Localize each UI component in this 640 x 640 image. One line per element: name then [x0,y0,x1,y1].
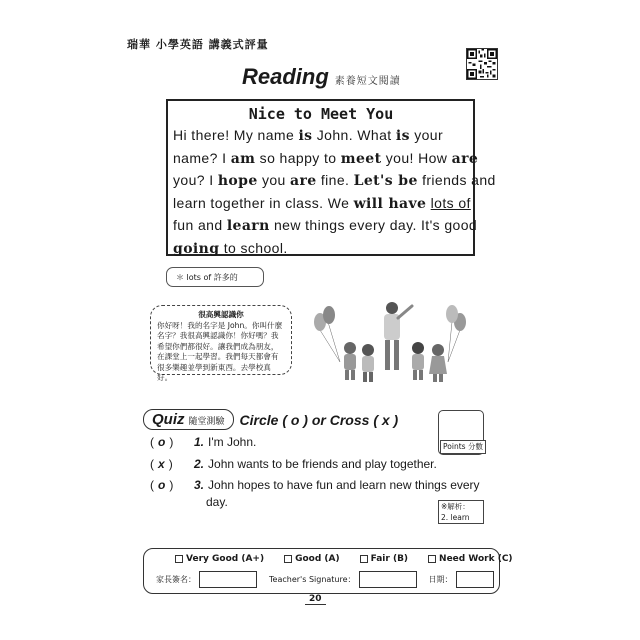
quiz-item: ( x ) 2. John wants to be friends and play together. [150,457,437,471]
vocab-note: ＊ lots of 許多的 [166,267,264,287]
qr-code-icon[interactable] [466,48,498,80]
checkbox-icon [284,555,292,563]
points-label: Points 分數 [440,440,486,454]
grade-option-fair[interactable]: Fair (B) [360,554,408,564]
reading-heading: Reading [242,64,329,89]
teacher-signature-label: Teacher's Signature： [269,575,356,584]
story-line: Hi there! My name is John. What is your [173,127,444,144]
teacher-signature-field[interactable] [359,571,417,588]
answer-slot[interactable]: ( o ) [150,478,174,492]
quiz-header [143,409,398,430]
parent-signature-field[interactable] [199,571,257,588]
signature-row [156,571,506,588]
reading-subtitle: 素養短文閱讀 [334,76,401,87]
quiz-instruction: Circle ( o ) or Cross ( x ) [239,411,399,428]
vocab-underline: lots of [430,194,471,211]
answer-slot[interactable]: ( x ) [150,457,173,471]
grade-option-very-good[interactable]: Very Good (A+) [175,554,264,564]
story-line: going to school. [173,239,288,257]
kids-with-balloons-illustration [312,300,472,386]
story-line: learn together in class. We will have lots of [173,194,471,212]
page-number: 20 [305,594,326,605]
grade-option-need-work[interactable]: Need Work (C) [428,554,513,564]
book-header: 瑞華 小學英語 講義式評量 [127,38,269,51]
date-field[interactable] [456,571,494,588]
reading-title [242,64,401,90]
story-line: you? I hope you are fine. Let's be friends and [173,172,496,189]
story-text [173,125,496,260]
checkbox-icon [428,555,436,563]
chinese-translation-box [150,305,292,382]
translation-title: 很高興認識你 [198,310,244,319]
date-label: 日期： [428,575,453,584]
translation-body: 你好呀！我的名字是 John。你叫什麼名字？我很高興認識你！你好嗎？我希望你們都很好。讓我們成為朋友，在課堂上一起學習。我們每天都會有很多樂趣並學到新東西。去學校真好。 [157,320,283,382]
quiz-label: Quiz 隨堂測驗 [143,409,234,430]
story-title: Nice to Meet You [248,105,394,123]
checkbox-icon [360,555,368,563]
grade-option-good[interactable]: Good (A) [284,554,340,564]
story-line: name? I am so happy to meet you! How are [173,149,479,167]
story-box [166,99,496,257]
quiz-item: ( o ) 1. I'm John. [150,435,257,449]
parent-signature-label: 家長簽名： [156,575,196,584]
analysis-box: ※解析： 2. learn [438,500,484,524]
answer-slot[interactable]: ( o ) [150,435,174,449]
quiz-item-continuation: day. [206,495,228,509]
story-line: fun and learn new things every day. It's good [173,217,478,234]
grade-options [175,554,513,564]
checkbox-icon [175,555,183,563]
quiz-item: ( o ) 3. John hopes to have fun and learn new things every [150,478,480,492]
